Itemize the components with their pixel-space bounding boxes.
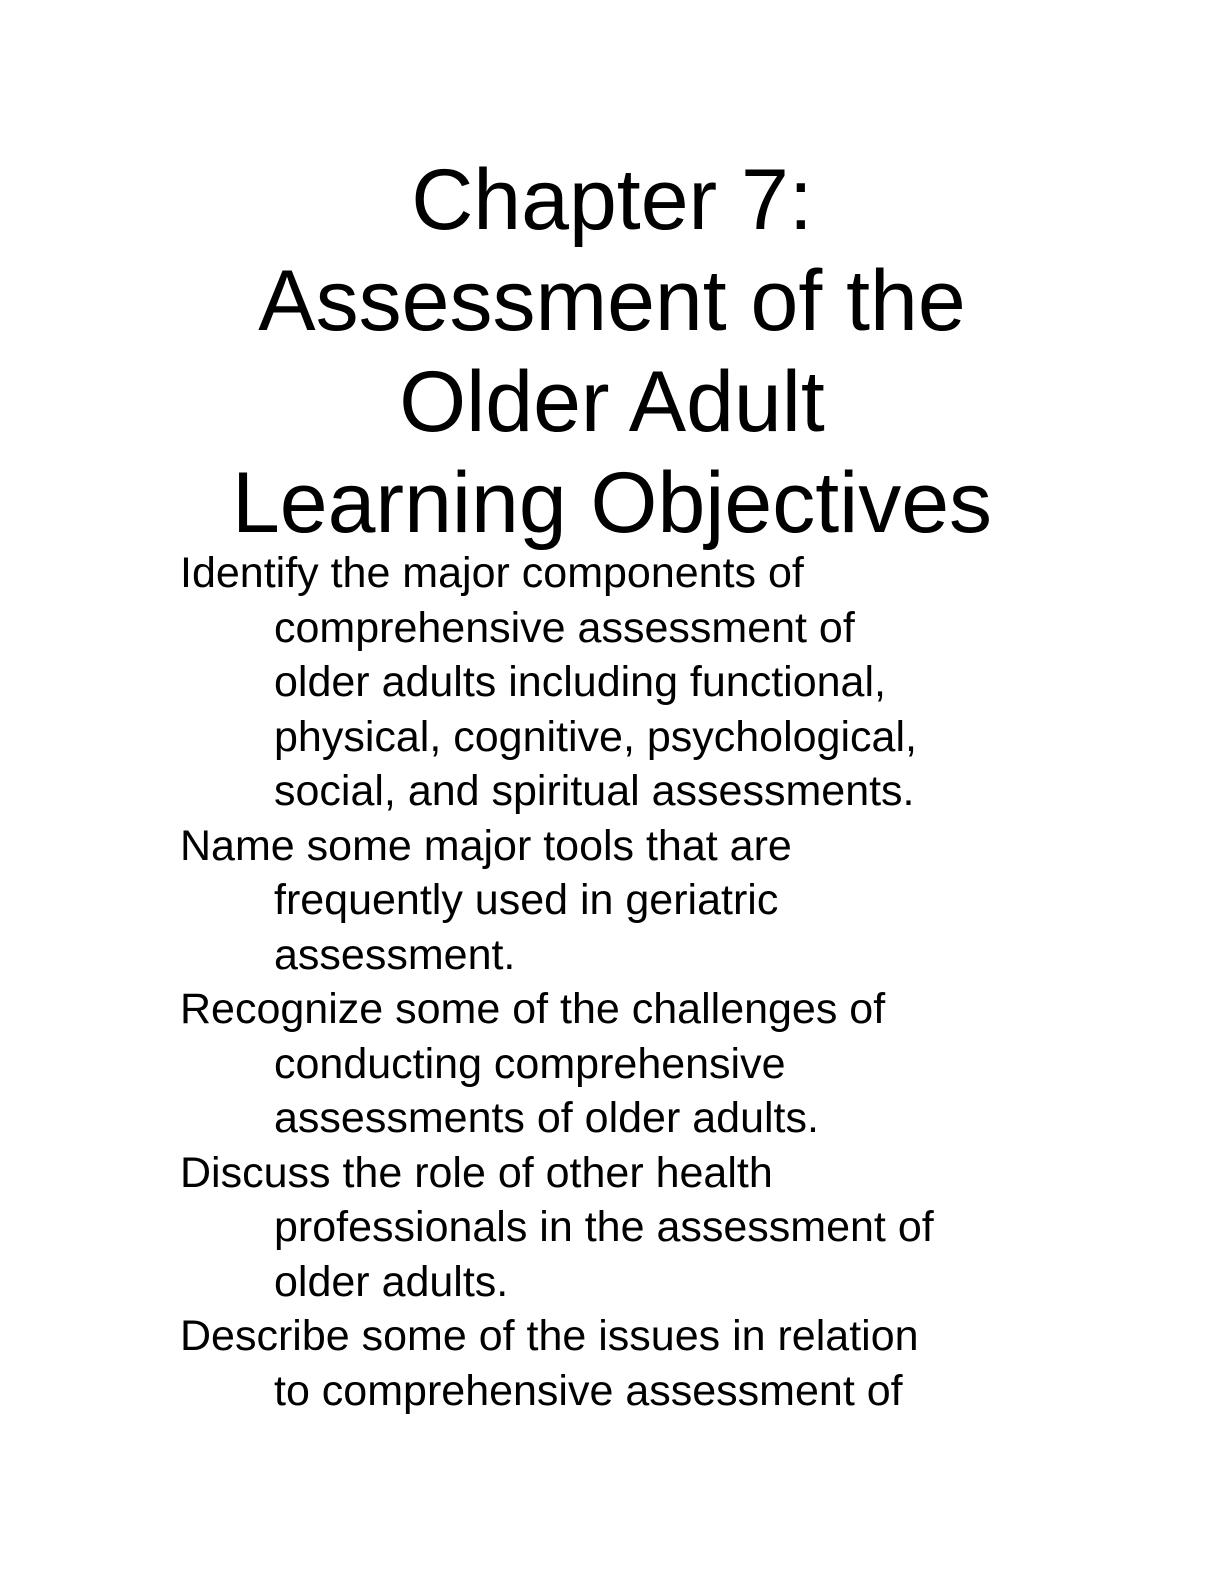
objective-text-line: Recognize some of the challenges of — [180, 985, 886, 1033]
objective-text-line: Describe some of the issues in relation — [180, 1312, 919, 1360]
title-line-assessment: Assessment of the — [258, 253, 966, 349]
objective-text-line: professionals in the assessment of — [274, 1203, 934, 1251]
objective-text-line: older adults including functional, — [274, 658, 886, 706]
objective-text-line: to comprehensive assessment of — [274, 1366, 903, 1415]
objective-identify-components — [180, 546, 1040, 819]
objective-recognize-challenges — [180, 982, 1040, 1146]
title-line-chapter: Chapter 7: — [411, 152, 813, 248]
objective-text-line: older adults. — [274, 1257, 509, 1306]
objective-text-line: assessments of older adults. — [274, 1094, 819, 1142]
objective-text-line: physical, cognitive, psychological, — [274, 712, 917, 761]
title-line-older-adult: Older Adult — [399, 354, 825, 450]
objective-name-tools — [180, 819, 1040, 983]
objective-describe-issues — [180, 1309, 1040, 1418]
title-line-learning-objectives: Learning Objectives — [231, 455, 993, 551]
objective-text-line: Name some major tools that are — [180, 821, 792, 870]
objective-text-line: comprehensive assessment of — [274, 603, 855, 652]
objective-text-line: assessment. — [274, 930, 516, 979]
objective-text-line: frequently used in geriatric — [274, 876, 779, 924]
learning-objectives-list — [180, 546, 1040, 1418]
objective-discuss-role — [180, 1146, 1040, 1310]
objective-text-line: social, and spiritual assessments. — [274, 767, 915, 815]
objective-text-line: Identify the major components of — [180, 549, 804, 597]
objective-text-line: conducting comprehensive — [274, 1039, 786, 1088]
chapter-title — [0, 150, 1224, 554]
objective-text-line: Discuss the role of other health — [180, 1148, 773, 1197]
